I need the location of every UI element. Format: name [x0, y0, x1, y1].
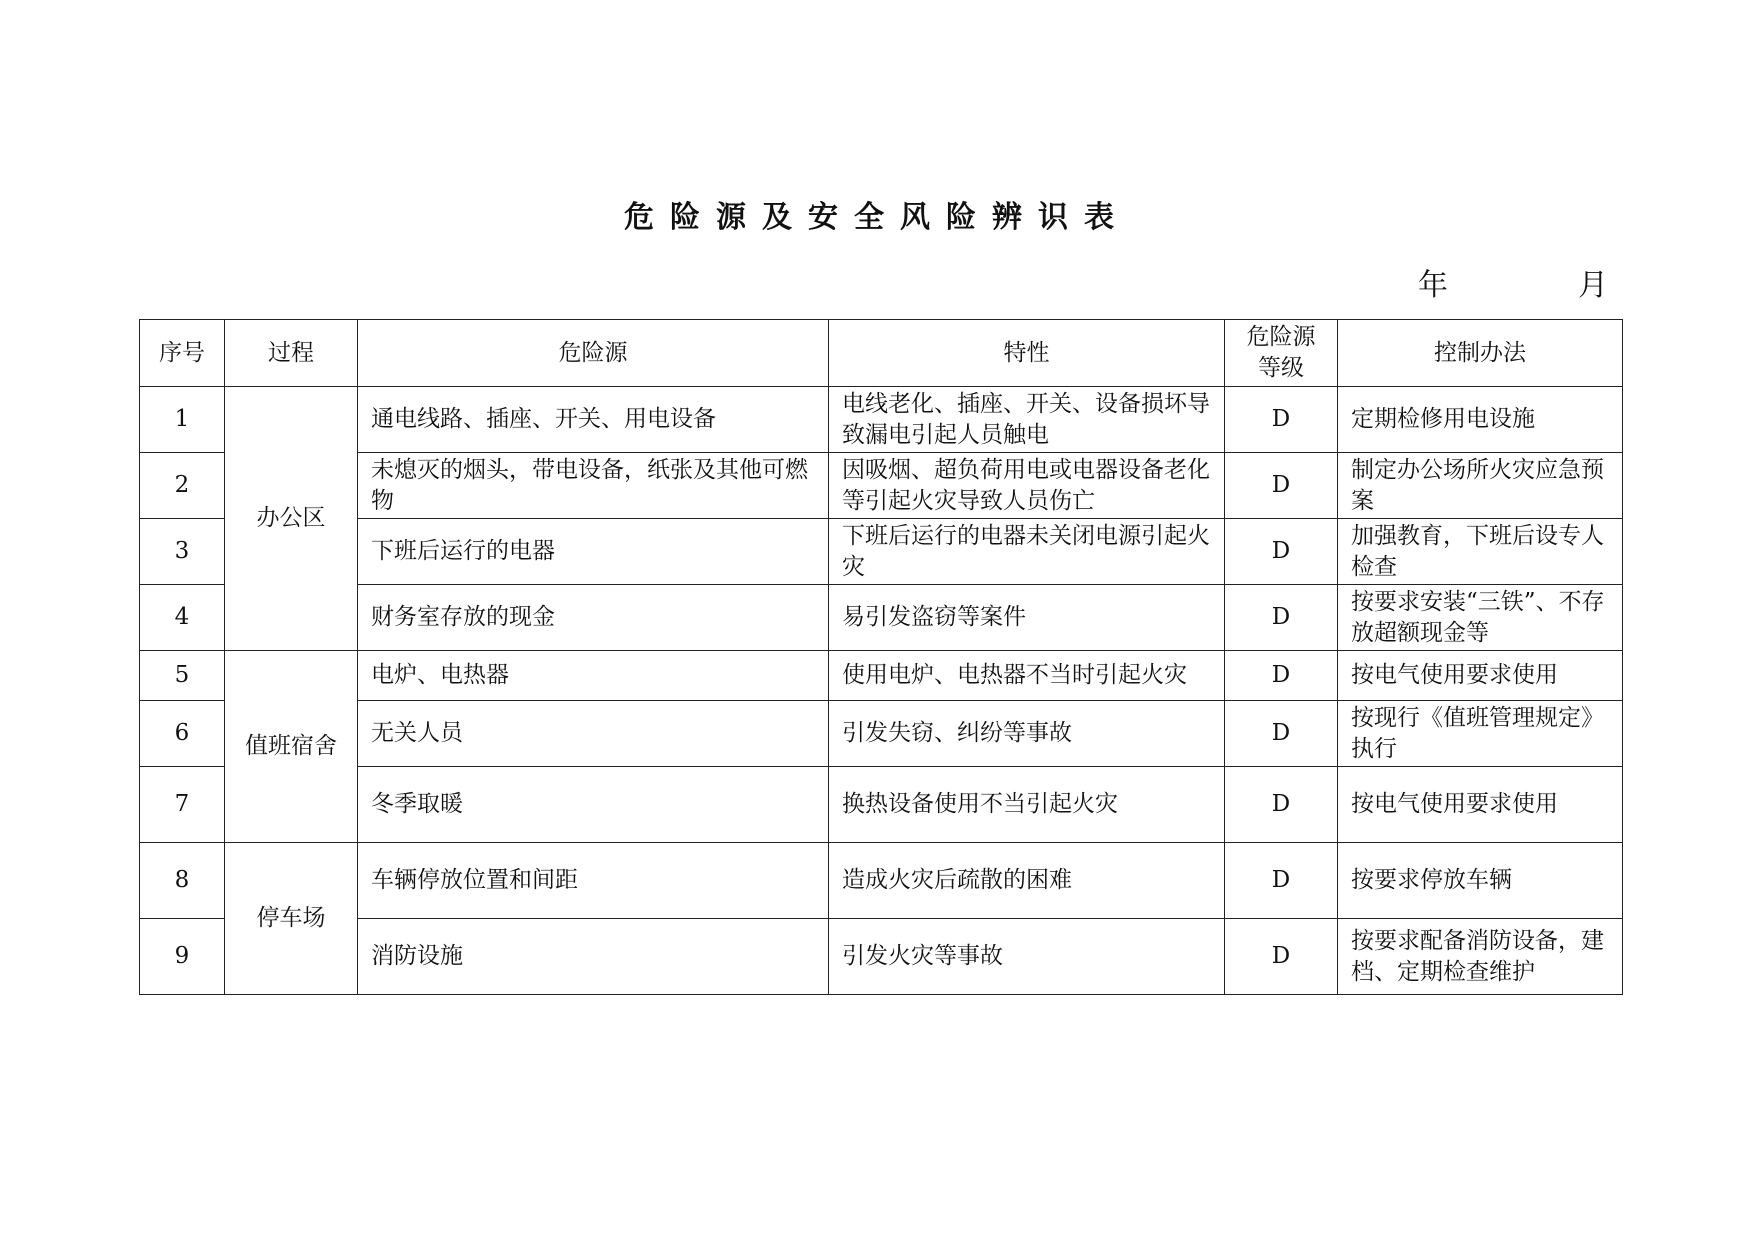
level-cell: D: [1225, 651, 1338, 701]
level-cell: D: [1225, 519, 1338, 585]
header-control: 控制办法: [1338, 320, 1623, 387]
row-index: 7: [140, 767, 225, 843]
table-row: [140, 843, 1623, 919]
process-cell: 值班宿舍: [225, 651, 358, 843]
process-cell: 停车场: [225, 843, 358, 995]
control-cell: 制定办公场所火灾应急预案: [1338, 453, 1623, 519]
header-level-line1: 危险源: [1246, 324, 1316, 350]
table-row: [140, 767, 1623, 843]
characteristic-cell: 电线老化、插座、开关、设备损坏导致漏电引起人员触电: [829, 387, 1225, 453]
level-cell: D: [1225, 701, 1338, 767]
row-index: 8: [140, 843, 225, 919]
characteristic-cell: 造成火灾后疏散的困难: [829, 843, 1225, 919]
level-cell: D: [1225, 453, 1338, 519]
month-label: 月: [1578, 268, 1608, 303]
characteristic-cell: 使用电炉、电热器不当时引起火灾: [829, 651, 1225, 701]
row-index: 4: [140, 585, 225, 651]
control-cell: 定期检修用电设施: [1338, 387, 1623, 453]
row-index: 6: [140, 701, 225, 767]
level-cell: D: [1225, 767, 1338, 843]
characteristic-cell: 引发失窃、纠纷等事故: [829, 701, 1225, 767]
table-row: [140, 919, 1623, 995]
level-cell: D: [1225, 919, 1338, 995]
row-index: 2: [140, 453, 225, 519]
control-cell: 按电气使用要求使用: [1338, 767, 1623, 843]
control-cell: 按要求配备消防设备，建档、定期检查维护: [1338, 919, 1623, 995]
header-level: [1225, 320, 1338, 387]
row-index: 5: [140, 651, 225, 701]
table-row: [140, 585, 1623, 651]
header-hazard: 危险源: [358, 320, 829, 387]
control-cell: 按电气使用要求使用: [1338, 651, 1623, 701]
table-row: [140, 519, 1623, 585]
header-process: 过程: [225, 320, 358, 387]
row-index: 1: [140, 387, 225, 453]
hazard-cell: 冬季取暖: [358, 767, 829, 843]
year-label: 年: [1418, 268, 1448, 303]
header-index: 序号: [140, 320, 225, 387]
level-cell: D: [1225, 843, 1338, 919]
hazard-cell: 未熄灭的烟头，带电设备，纸张及其他可燃物: [358, 453, 829, 519]
characteristic-cell: 换热设备使用不当引起火灾: [829, 767, 1225, 843]
table-header-row: [140, 320, 1623, 387]
level-cell: D: [1225, 387, 1338, 453]
control-cell: 按要求停放车辆: [1338, 843, 1623, 919]
control-cell: 按现行《值班管理规定》执行: [1338, 701, 1623, 767]
date-line: [1418, 266, 1608, 306]
control-cell: 按要求安装“三铁”、不存放超额现金等: [1338, 585, 1623, 651]
hazard-cell: 下班后运行的电器: [358, 519, 829, 585]
hazard-cell: 车辆停放位置和间距: [358, 843, 829, 919]
process-cell: 办公区: [225, 387, 358, 651]
table-row: [140, 701, 1623, 767]
characteristic-cell: 引发火灾等事故: [829, 919, 1225, 995]
control-cell: 加强教育，下班后设专人检查: [1338, 519, 1623, 585]
table-row: [140, 387, 1623, 453]
hazard-cell: 通电线路、插座、开关、用电设备: [358, 387, 829, 453]
risk-table: [139, 319, 1623, 995]
hazard-cell: 消防设施: [358, 919, 829, 995]
characteristic-cell: 易引发盗窃等案件: [829, 585, 1225, 651]
table-row: [140, 453, 1623, 519]
header-characteristic: 特性: [829, 320, 1225, 387]
row-index: 3: [140, 519, 225, 585]
hazard-cell: 财务室存放的现金: [358, 585, 829, 651]
header-level-line2: 等级: [1258, 355, 1304, 381]
row-index: 9: [140, 919, 225, 995]
level-cell: D: [1225, 585, 1338, 651]
characteristic-cell: 因吸烟、超负荷用电或电器设备老化等引起火灾导致人员伤亡: [829, 453, 1225, 519]
document-title: 危险源及安全风险辨识表: [624, 200, 1130, 235]
characteristic-cell: 下班后运行的电器未关闭电源引起火灾: [829, 519, 1225, 585]
hazard-cell: 电炉、电热器: [358, 651, 829, 701]
table-row: [140, 651, 1623, 701]
hazard-cell: 无关人员: [358, 701, 829, 767]
